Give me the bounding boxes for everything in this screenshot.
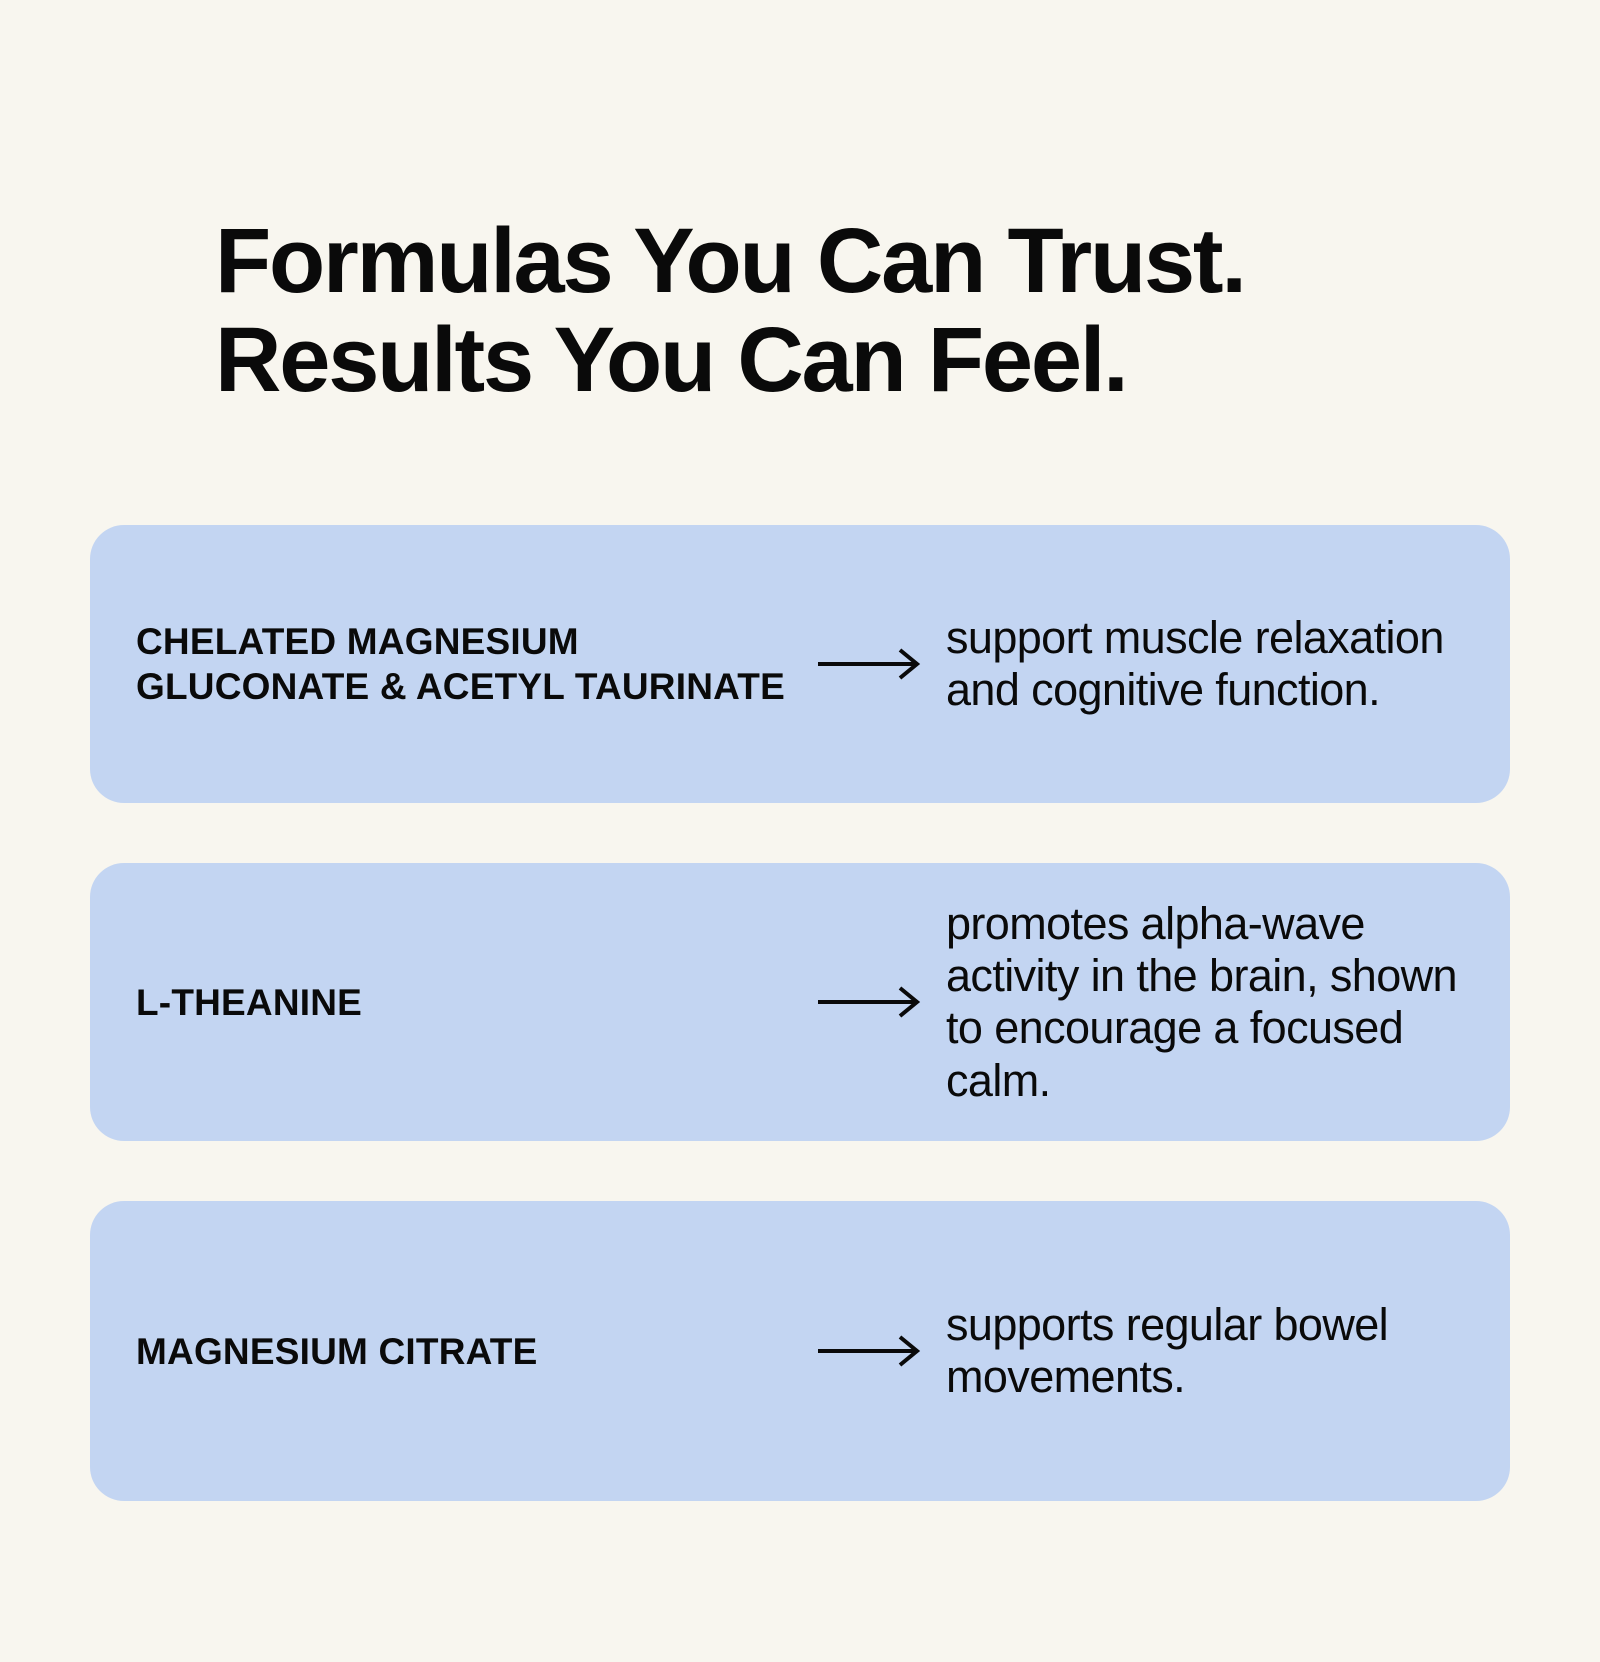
ingredient-card xyxy=(90,863,1510,1141)
ingredient-card xyxy=(90,1201,1510,1501)
page-title xyxy=(90,62,1510,411)
right-arrow-icon xyxy=(796,985,946,1019)
page-title-line-2: Results You Can Feel. xyxy=(215,308,1127,411)
ingredient-benefit: promotes alpha-wave activity in the brain, shown to encourage a focused calm. xyxy=(946,897,1457,1106)
ingredient-name: MAGNESIUM CITRATE xyxy=(136,1330,538,1372)
ingredient-card xyxy=(90,525,1510,803)
ingredient-benefit: supports regular bowel movements. xyxy=(946,1299,1389,1403)
ingredient-name: CHELATED MAGNESIUM GLUCONATE & ACETYL TAURINATE xyxy=(136,621,785,708)
right-arrow-icon xyxy=(796,1334,946,1368)
ingredient-benefit: support muscle relaxation and cognitive function. xyxy=(946,612,1444,716)
page-title-line-1: Formulas You Can Trust. xyxy=(215,209,1245,312)
page-root xyxy=(0,62,1600,1662)
ingredient-list xyxy=(90,525,1510,1501)
right-arrow-icon xyxy=(796,647,946,681)
ingredient-name: L-THEANINE xyxy=(136,981,363,1023)
